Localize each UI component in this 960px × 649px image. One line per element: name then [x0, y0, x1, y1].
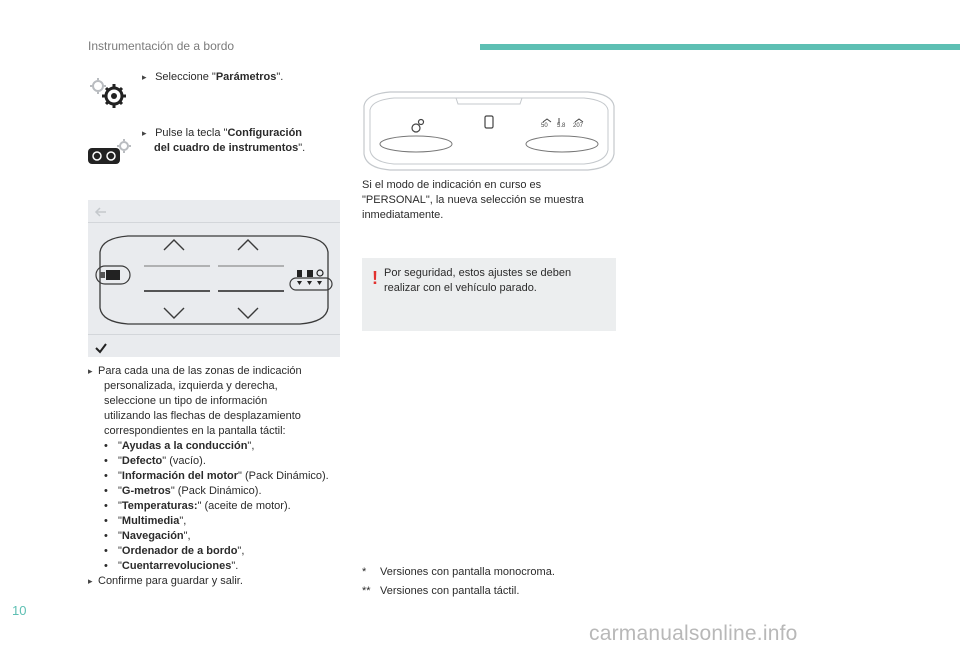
warning-line: realizar con el vehículo parado. — [384, 282, 537, 294]
warning-line: Por seguridad, estos ajustes se deben — [384, 267, 572, 279]
footnote-monochrome — [362, 565, 555, 580]
readout-right: 207 — [573, 123, 584, 129]
footnote-touchscreen — [362, 584, 519, 599]
option-name: G-metros — [121, 485, 171, 497]
chevron-up-icon — [164, 240, 258, 250]
option-note: ", — [237, 545, 245, 557]
option-item: • "Ayudas a la conducción", — [104, 440, 255, 452]
zones-intro-line: correspondientes en la pantalla táctil: — [104, 425, 286, 437]
panel-illustration — [88, 200, 340, 357]
step-text: Pulse la tecla " — [155, 127, 228, 139]
step-text-end: ". — [298, 142, 306, 154]
gear-icon — [412, 120, 424, 133]
dashboard-gear-icon — [88, 138, 132, 166]
back-arrow-icon — [96, 208, 106, 216]
touchscreen-config-panel — [88, 200, 340, 357]
option-note: ", — [247, 440, 255, 452]
gears-icon — [88, 76, 132, 110]
option-name: Defecto — [121, 455, 163, 467]
footnote-mark: * — [362, 566, 367, 578]
option-note: ". — [231, 560, 239, 572]
option-item: • "Temperaturas:" (aceite de motor). — [104, 500, 291, 512]
footnote-mark: ** — [362, 585, 371, 597]
page-header-title: Instrumentación de a bordo — [88, 39, 235, 53]
site-watermark: carmanualsonline.info — [589, 622, 798, 645]
paragraph-line: inmediatamente. — [362, 209, 444, 221]
zones-intro-line: Para cada una de las zonas de indicación — [98, 365, 302, 377]
option-name: Cuentarrevoluciones — [121, 560, 232, 572]
chevron-down-icon — [164, 308, 258, 318]
zones-instructions — [88, 364, 348, 589]
option-note: " (aceite de motor). — [197, 500, 291, 512]
footnote-text: Versiones con pantalla táctil. — [380, 585, 520, 597]
step-bold-text: Parámetros — [215, 71, 277, 83]
readout-middle: 5.8 — [557, 123, 566, 129]
option-note: ", — [183, 530, 191, 542]
paragraph-line: Si el modo de indicación en curso es — [362, 179, 542, 191]
option-name: Ordenador de a bordo — [121, 545, 238, 557]
safety-warning-box — [362, 258, 616, 331]
option-item: • "Defecto" (vacío). — [104, 455, 206, 467]
zones-intro-line: personalizada, izquierda y derecha, — [104, 380, 278, 392]
option-note: " (Pack Dinámico). — [238, 470, 329, 482]
personal-mode-paragraph — [362, 178, 622, 223]
option-name: Temperaturas: — [121, 500, 198, 512]
step-arrow-icon: ▸ — [142, 72, 147, 82]
step-select-parameters — [142, 70, 342, 85]
step-text: Seleccione " — [155, 71, 216, 83]
warning-text — [384, 266, 604, 296]
fuel-icon — [485, 116, 493, 128]
paragraph-line: "PERSONAL", la nueva selección se muestra — [362, 194, 584, 206]
option-name: Ayudas a la conducción — [121, 440, 248, 452]
option-item: • "Navegación", — [104, 530, 191, 542]
option-item: • "G-metros" (Pack Dinámico). — [104, 485, 262, 497]
readout-left: 50 — [541, 123, 548, 129]
page-number: 10 — [12, 603, 27, 618]
zones-intro-line: seleccione un tipo de información — [104, 395, 268, 407]
option-item: • "Multimedia", — [104, 515, 187, 527]
option-note: ", — [179, 515, 187, 527]
option-item: • "Información del motor" (Pack Dinámico). — [104, 470, 329, 482]
confirm-text: Confirme para guardar y salir. — [98, 575, 243, 587]
check-icon — [96, 344, 106, 352]
option-note: " (vacío). — [162, 455, 206, 467]
option-name: Multimedia — [121, 515, 180, 527]
step-arrow-icon: ▸ — [88, 366, 93, 376]
option-note: " (Pack Dinámico). — [170, 485, 262, 497]
header-accent-bar — [480, 44, 960, 50]
zones-intro-line: utilizando las flechas de desplazamiento — [104, 410, 301, 422]
instrument-cluster-illustration — [360, 88, 618, 174]
step-press-key — [142, 126, 352, 156]
option-name: Información del motor — [121, 470, 239, 482]
step-arrow-icon: ▸ — [142, 128, 147, 138]
step-bold-text-2: del cuadro de instrumentos — [154, 142, 299, 154]
step-text-end: ". — [276, 71, 284, 83]
options-list — [88, 439, 348, 574]
option-item: • "Cuentarrevoluciones". — [104, 560, 239, 572]
warning-icon: ! — [372, 268, 378, 288]
step-arrow-icon: ▸ — [88, 576, 93, 586]
option-item: • "Ordenador de a bordo", — [104, 545, 245, 557]
footnote-text: Versiones con pantalla monocroma. — [380, 566, 555, 578]
option-name: Navegación — [121, 530, 184, 542]
step-bold-text: Configuración — [227, 127, 303, 139]
